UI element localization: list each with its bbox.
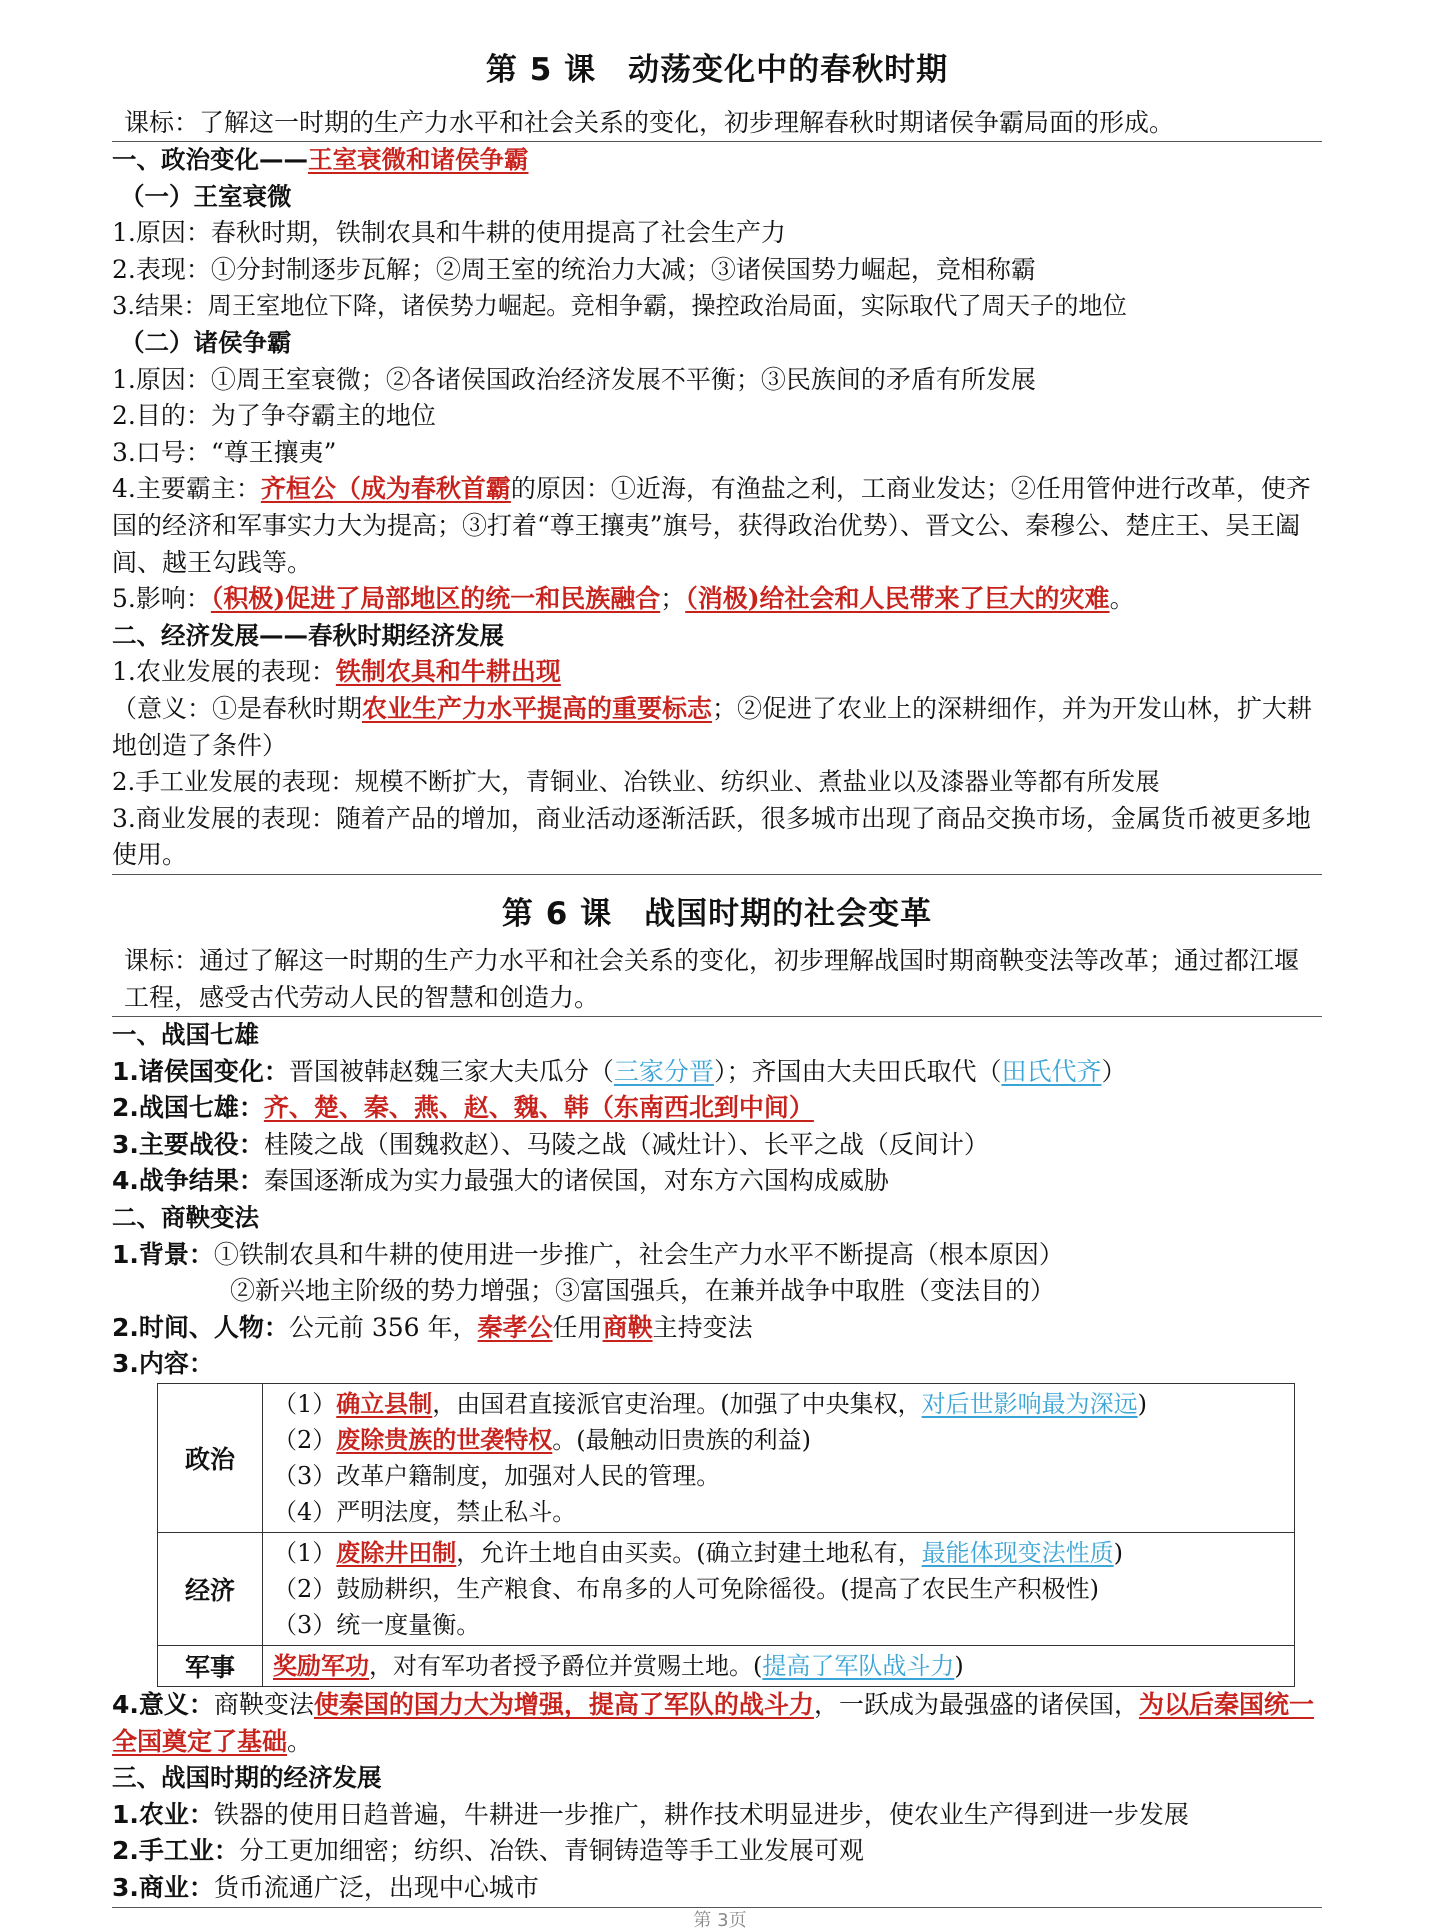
point-line: [112, 691, 1322, 764]
section-heading: [112, 142, 1322, 179]
lesson-5-title: 第 5 课 动荡变化中的春秋时期: [485, 52, 949, 88]
text: 晋国被韩赵魏三家大夫瓜分（: [288, 1056, 614, 1086]
page-number: 第 3页: [693, 1910, 747, 1931]
lesson-6: [112, 888, 1322, 933]
label: 4.意义：: [112, 1689, 214, 1719]
label: 1.诸侯国变化：: [112, 1056, 289, 1086]
text: ）: [1101, 1056, 1127, 1086]
table-item: （2）鼓励耕织，生产粮食、布帛多的人可免除徭役。(提高了农民生产积极性): [273, 1574, 1099, 1603]
table-row: [158, 1532, 1295, 1645]
point-line: 1.原因：①周王室衰微；②各诸侯国政治经济发展不平衡；③民族间的矛盾有所发展: [112, 364, 1036, 394]
point-line: [112, 1870, 1322, 1907]
point-line-hegemons: [112, 471, 1322, 581]
point-line: 1.原因：春秋时期，铁制农具和牛耕的使用提高了社会生产力: [112, 218, 786, 248]
lesson-6-standard: 课标：通过了解这一时期的生产力水平和社会关系的变化，初步理解战国时期商鞅变法等改革；通过都江堰工程，感受古代劳动人民的智慧和创造力。: [124, 946, 1300, 1012]
text: 。: [1109, 584, 1135, 614]
text: （1）: [273, 1389, 337, 1418]
text: 铁器的使用日趋普遍，牛耕进一步推广，耕作技术明显进步，使农业生产得到进一步发展: [213, 1799, 1189, 1829]
highlight: 为以后秦国统一全国奠定了基础: [112, 1689, 1314, 1756]
text: ，由国君直接派官吏治理。(加强了中央集权，: [432, 1389, 922, 1418]
text: ）；齐国由大夫田氏取代（: [713, 1056, 1002, 1086]
text: 。: [287, 1726, 313, 1756]
text: 1.农业发展的表现：: [112, 657, 336, 687]
text: 桂陵之战（围魏救赵）、马陵之战（减灶计）、长平之战（反间计）: [263, 1129, 989, 1159]
point-line: [112, 1833, 1322, 1870]
highlight: 秦孝公: [477, 1312, 553, 1342]
category-items: [263, 1532, 1295, 1645]
text: ，允许土地自由买卖。(确立封建土地私有，: [456, 1538, 922, 1567]
subsection-heading: （二）诸侯争霸: [120, 327, 292, 357]
lesson-5-body: [112, 104, 1322, 875]
reform-table: [157, 1383, 1295, 1687]
point-line-meaning: [112, 1687, 1322, 1760]
highlight: 废除井田制: [336, 1537, 457, 1567]
keyword: 提高了军队战斗力: [762, 1651, 955, 1680]
keyword: 三家分晋: [613, 1056, 714, 1086]
table-item: （4）严明法度，禁止私斗。: [273, 1497, 577, 1526]
highlight: 确立县制: [336, 1388, 433, 1418]
section-heading: 二、商鞅变法: [112, 1202, 259, 1232]
highlight: 农业生产力水平提高的重要标志: [362, 693, 713, 723]
text: ): [1137, 1389, 1148, 1418]
label: 2.战国七雄：: [112, 1093, 264, 1123]
point-line: ②新兴地主阶级的势力增强；③富国强兵，在兼并战争中取胜（变法目的）: [230, 1276, 1056, 1306]
category-economy: 经济: [158, 1532, 263, 1645]
divider: [112, 874, 1322, 875]
point-line: 3.结果：周王室地位下降，诸侯势力崛起。竞相争霸，操控政治局面，实际取代了周天子的地位: [112, 292, 1127, 321]
category-military: 军事: [158, 1645, 263, 1686]
highlight: 使秦国的国力大为增强，提高了军队的战斗力: [313, 1689, 814, 1719]
point-line: [112, 1346, 1322, 1383]
keyword: 对后世影响最为深远: [921, 1389, 1138, 1418]
point-line: [112, 1090, 1322, 1127]
label: 2.手工业：: [112, 1836, 239, 1866]
highlight: （积极)促进了局部地区的统一和民族融合: [210, 584, 661, 614]
table-row: [158, 1383, 1295, 1532]
text: （1）: [273, 1538, 337, 1567]
lesson-6-title: 第 6 课 战国时期的社会变革: [501, 896, 933, 932]
section-heading: 一、战国七雄: [112, 1020, 259, 1049]
subsection-heading: （一）王室衰微: [120, 181, 292, 211]
text: 秦国逐渐成为实力最强大的诸侯国，对东方六国构成威胁: [263, 1166, 889, 1196]
lesson-5: [112, 44, 1322, 89]
table-item: （3）统一度量衡。: [273, 1610, 481, 1639]
text: 的原因：①近海，有渔盐之利，工商业发达；②任用管仲进行改革，使齐国的经济和军事实力大为提高；③打着“尊王攘夷”旗号，获得政治优势）、晋文公、秦穆公、楚庄王、吴王阖闾、越王勾践等。: [112, 474, 1311, 577]
lesson-5-standard: 课标：了解这一时期的生产力水平和社会关系的变化，初步理解春秋时期诸侯争霸局面的形成。: [124, 108, 1175, 137]
text: （2）: [273, 1425, 337, 1454]
point-line: [112, 1310, 1322, 1347]
text: 5.影响：: [112, 584, 211, 614]
text: ): [1113, 1538, 1124, 1567]
text: 。(最触动旧贵族的利益): [552, 1425, 812, 1454]
label: 3.主要战役：: [112, 1129, 264, 1159]
text: ；: [660, 584, 686, 614]
table-item: [273, 1648, 1284, 1684]
point-line: 3.口号：“尊王攘夷”: [112, 437, 337, 467]
category-items: [263, 1645, 1295, 1686]
text: ①铁制农具和牛耕的使用进一步推广，社会生产力水平不断提高（根本原因）: [213, 1239, 1064, 1269]
keyword: 田氏代齐: [1001, 1056, 1102, 1086]
point-line: 3.商业发展的表现：随着产品的增加，商业活动逐渐活跃，很多城市出现了商品交换市场，金属货币被更多地使用。: [112, 803, 1311, 870]
text: ): [954, 1651, 964, 1680]
text: 货币流通广泛，出现中心城市: [213, 1872, 539, 1902]
text: 公元前 356 年，: [288, 1312, 478, 1342]
table-item: [273, 1422, 1284, 1458]
text: 分工更加细密；纺织、冶铁、青铜铸造等手工业发展可观: [238, 1836, 864, 1866]
highlight: 奖励军功: [273, 1650, 369, 1680]
label: 4.战争结果：: [112, 1166, 264, 1196]
section-heading-text: 一、政治变化——: [112, 145, 308, 174]
label: 3.内容：: [112, 1349, 214, 1379]
label: 3.商业：: [112, 1872, 214, 1902]
keyword: 最能体现变法性质: [921, 1538, 1114, 1567]
section-heading-highlight: 王室衰微和诸侯争霸: [308, 145, 529, 174]
section-heading: 三、战国时期的经济发展: [112, 1763, 382, 1793]
point-line: [112, 1163, 1322, 1200]
point-line: [112, 654, 1322, 691]
label: 1.农业：: [112, 1799, 214, 1829]
point-line: 2.目的：为了争夺霸主的地位: [112, 401, 436, 431]
text: ；②促进了农业上的深耕细作，并为开发山林，扩大耕地创造了条件）: [112, 693, 1313, 760]
section-heading: 二、经济发展——春秋时期经济发展: [112, 620, 504, 650]
highlight: 废除贵族的世袭特权: [336, 1424, 553, 1454]
table-row: [158, 1645, 1295, 1686]
highlight: 齐、楚、秦、燕、赵、魏、韩（东南西北到中间）: [263, 1093, 814, 1123]
text: 主持变法: [652, 1312, 753, 1342]
text: ，对有军功者授予爵位并赏赐土地。(: [369, 1651, 763, 1680]
highlight: 铁制农具和牛耕出现: [335, 657, 561, 687]
text: 任用: [552, 1312, 603, 1342]
table-item: [273, 1386, 1284, 1422]
text: 4.主要霸主：: [112, 474, 261, 504]
table-item: （3）改革户籍制度，加强对人民的管理。: [273, 1461, 721, 1490]
point-line: [112, 1054, 1322, 1091]
highlight: （消极)给社会和人民带来了巨大的灾难: [685, 584, 1110, 614]
lesson-6-body: [112, 942, 1322, 1908]
point-line-impact: [112, 581, 1322, 618]
label: 1.背景：: [112, 1239, 214, 1269]
highlight: 齐桓公（成为春秋首霸: [260, 474, 511, 504]
category-items: [263, 1383, 1295, 1532]
label: 2.时间、人物：: [112, 1312, 289, 1342]
point-line: [112, 1237, 1322, 1274]
highlight: 商鞅: [602, 1312, 653, 1342]
point-line: 2.手工业发展的表现：规模不断扩大，青铜业、冶铁业、纺织业、煮盐业以及漆器业等都有所发展: [112, 767, 1160, 797]
point-line: [112, 1127, 1322, 1164]
text: （意义：①是春秋时期: [112, 693, 363, 723]
point-line: 2.表现：①分封制逐步瓦解；②周王室的统治力大减；③诸侯国势力崛起，竞相称霸: [112, 254, 1036, 284]
text: 商鞅变法: [213, 1689, 314, 1719]
point-line: [112, 1797, 1322, 1834]
text: ，一跃成为最强盛的诸侯国，: [813, 1689, 1139, 1719]
table-item: [273, 1535, 1284, 1571]
category-politics: 政治: [158, 1383, 263, 1532]
